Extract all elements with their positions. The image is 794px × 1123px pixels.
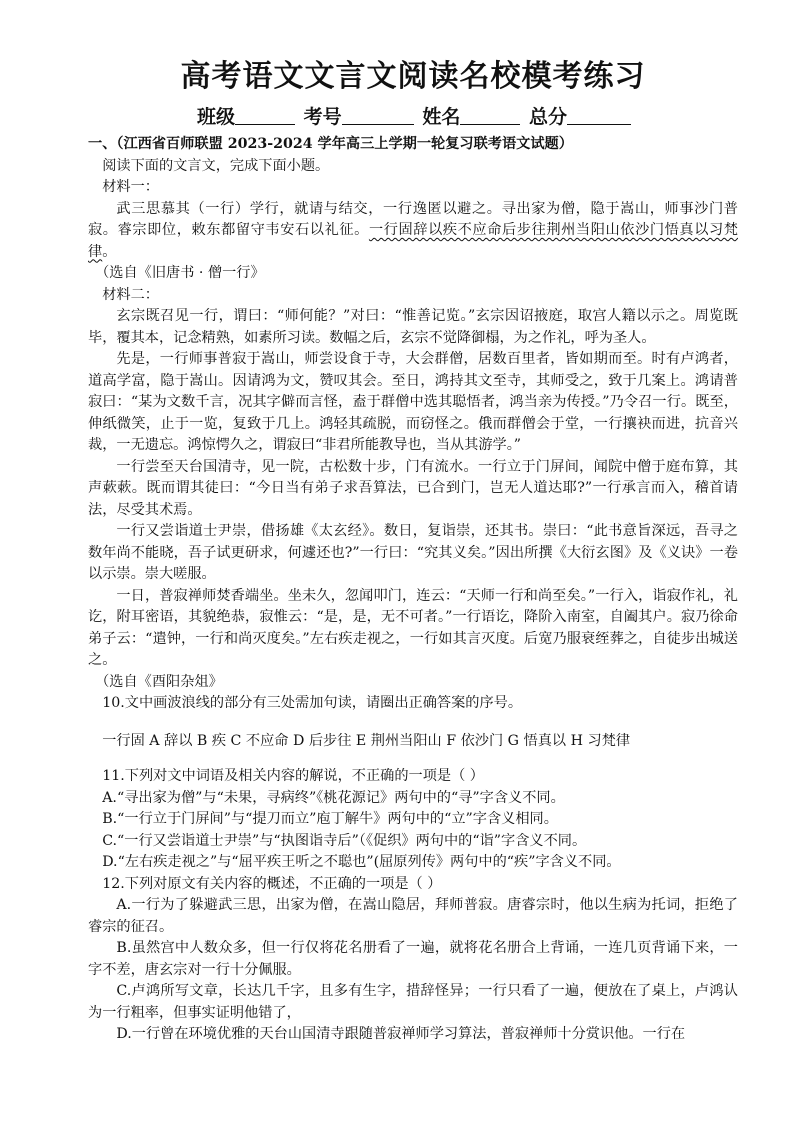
question-12: 12.下列对原文有关内容的概述，不正确的一项是（ ） <box>102 875 442 892</box>
question-10: 10.文中画波浪线的部分有三处需加句读，请圈出正确答案的序号。 <box>102 695 523 711</box>
material1-text: 武三思慕其（一行）学行，就请与结交，一行逸匿以避之。寻出家为僧，隐于嵩山，师事沙门普寂。睿宗即位，敕东都留守韦安石以礼征。 <box>88 200 738 238</box>
material2-source: （选自《酉阳杂俎》 <box>95 673 223 690</box>
material2-paragraph: 一行又尝诣道士尹崇，借扬雄《太玄经》。数日，复诣崇，还其书。崇曰：“此书意旨深远，吾寻之数年尚不能晓，吾子试更研求，何遽还也?”一行曰：“究其义矣。”因出所撰《大衍玄图》及《义诀》一卷以示崇。崇大嗟服。 <box>88 523 738 582</box>
material2-label: 材料二： <box>102 286 159 303</box>
class-label: 班级 <box>197 106 236 128</box>
wavy-underlined-sentence: 一行固辞以疾不应命后步往荆州当阳山依沙门悟真以习梵律 <box>88 222 738 260</box>
question-12-option-a[interactable]: A.一行为了躲避武三思，出家为僧，在嵩山隐居，拜师普寂。唐睿宗时，他以生病为托词，拒绝了睿宗的征召。 <box>88 897 738 935</box>
exam-page <box>88 56 738 1046</box>
spacer <box>88 715 738 731</box>
question-11-option-a[interactable]: A.“寻出家为僧”与“未果，寻病终”《桃花源记》两句中的“寻”字含义不同。 <box>102 789 565 806</box>
material1-paragraph <box>88 199 738 264</box>
material2-paragraph: 先是，一行师事普寂于嵩山，师尝设食于寺，大会群僧，居数百里者，皆如期而至。时有卢鸿者，道高学富，隐于嵩山。因请鸿为文，赞叹其会。至日，鸿持其文至寺，其师受之，致于几案上。鸿请普寂曰：“某为文数千言，况其字僻而言怪，盍于群僧中选其聪悟者，鸿当亲为传授。”乃令召一行。既至，伸纸微笑，止于一览，复致于几上。鸿轻其疏脱，而窃怪之。俄而群僧会于堂，一行攘袂而进，抗音兴裁，一无遗忘。鸿惊愕久之，谓寂曰“非君所能教导也，当从其游学。” <box>88 351 738 453</box>
question-12-option-d[interactable]: D.一行曾在环境优雅的天台山国清寺跟随普寂禅师学习算法，普寂禅师十分赏识他。一行在 <box>116 1026 686 1042</box>
name-blank[interactable] <box>460 106 520 125</box>
page-title: 高考语文文言文阅读名校模考练习 <box>180 59 646 94</box>
name-label: 姓名 <box>422 106 461 128</box>
material1-label: 材料一： <box>102 179 159 195</box>
spacer <box>88 752 738 766</box>
question-11-option-c[interactable]: C.“一行又尝诣道士尹崇”与“执图诣寺后”（《促织》两句中的“诣”字含义不同。 <box>102 832 587 849</box>
exam-no-label: 考号 <box>303 106 342 128</box>
material2-paragraph: 玄宗既召见一行，谓曰：“师何能？”对曰：“惟善记览。”玄宗因诏掖庭，取宫人籍以示之。周览既毕，覆其本，记念精熟，如素所习读。数幅之后，玄宗不觉降御榻，为之作礼，呼为圣人。 <box>88 308 738 346</box>
question-11-option-b[interactable]: B.“一行立于门屏间”与“提刀而立”庖丁解牛》两句中的“立”字含义相同。 <box>102 811 558 827</box>
section-heading: 一、（江西省百师联盟 2023-2024 学年高三上学期一轮复习联考语文试题） <box>88 136 573 152</box>
score-blank[interactable] <box>567 106 631 125</box>
score-label: 总分 <box>528 106 567 128</box>
exam-no-blank[interactable] <box>342 106 414 125</box>
question-11-option-d[interactable]: D.“左右疾走视之”与“屈平疾王听之不聪也”(屈原列传》两句中的“疾”字含义不同。 <box>102 854 621 870</box>
question-12-option-c[interactable]: C.卢鸿所写文章，长达几千字，且多有生字，措辞怪异；一行只看了一遍，便放在了桌上，卢鸿认为一行粗率，但事实证明他错了， <box>88 983 738 1021</box>
student-info-bar <box>88 102 738 132</box>
material2-paragraph: 一行尝至天台国清寺，见一院，古松数十步，门有流水。一行立于门屏间，闻院中僧于庭布算，其声蔌蔌。既而谓其徒曰：“今日当有弟子求吾算法，已合到门，岂无人道达耶?”一行承言而入，稽首请法，尽受其术焉。 <box>88 458 738 518</box>
question-10-choices[interactable]: 一行固 A 辞以 B 疾 C 不应命 D 后步往 E 荆州当阳山 F 依沙门 G 悟真以 H 习梵律 <box>102 732 631 749</box>
material1-source: （选自《旧唐书 · 僧一行》 <box>95 265 265 281</box>
question-11: 11.下列对文中词语及相关内容的解说，不正确的一项是（ ） <box>102 768 484 784</box>
class-blank[interactable] <box>235 106 295 125</box>
reading-instruction: 阅读下面的文言文，完成下面小题。 <box>102 157 330 174</box>
material1-text-end: 。 <box>102 243 117 260</box>
material2-paragraph: 一日，普寂禅师焚香端坐。坐未久，忽闻叩门，连云：“天师一行和尚至矣。”一行入，诣寂作礼，礼讫，附耳密语，其貌绝恭，寂惟云：“是，是，无不可者。”一行语讫，降阶入南室，自阖其户。寂乃徐命弟子云：“遣钟，一行和尚灭度矣。”左右疾走视之，一行如其言灭度。后宽乃服衰绖葬之，自徒步出城送之。 <box>88 587 738 668</box>
question-12-option-b[interactable]: B.虽然宫中人数众多，但一行仅将花名册看了一遍，就将花名册合上背诵，一连几页背诵下来，一字不差，唐玄宗对一行十分佩服。 <box>88 940 738 978</box>
